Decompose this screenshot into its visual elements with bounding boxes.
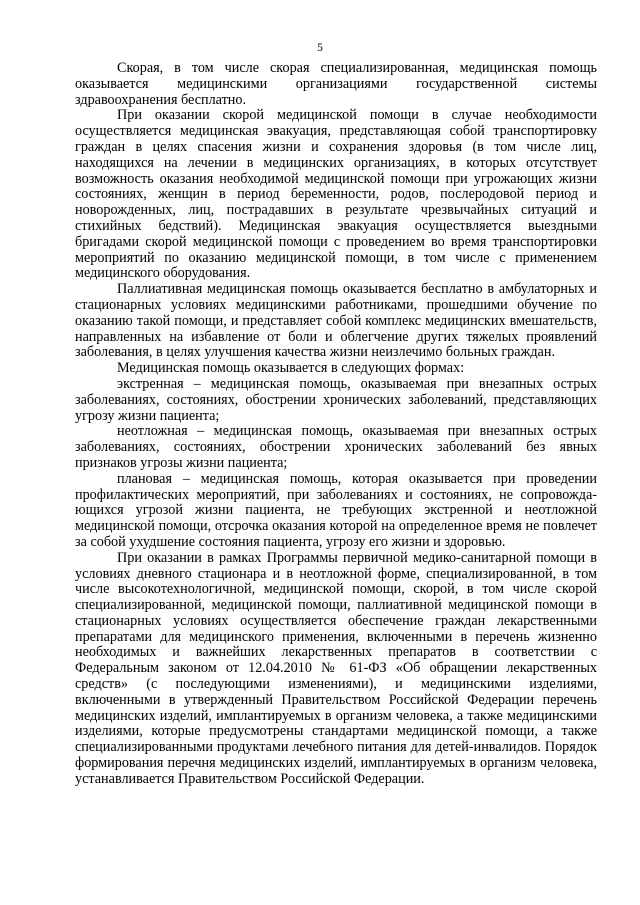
paragraph-emergency-care: Скорая, в том числе скорая специализированная, медицинская помощь оказывается медицинскими организациями государственной системы здравоохранения бесплатно. [75,60,597,108]
page-number: 5 [317,42,323,54]
paragraph-forms-intro: Медицинская помощь оказывается в следующих формах: [117,360,465,377]
paragraph-palliative-care: Паллиативная медицинская помощь оказывается бесплатно в амбулаторных и стационарных условиях медицинскими работниками, прошедшими обучение по оказанию такой помощи, и представляет собой комплекс медицинских вмешательств, направленных на избавление от боли и облегчение других тяжелых проявлений заболевания, в целях улучшения качества жизни неизлечимо больных граждан. [75,281,597,361]
document-body [75,61,597,788]
paragraph-medical-evacuation: При оказании скорой медицинской помощи в случае необходимости осуществляется медицинская эвакуация, представляющая собой транспортировку граждан в целях спасения жизни и сохранения здоровья (в том числе лиц, находящихся на лечении в медицинских организациях, в которых отсутствует возможность оказания необходимой медицинской помощи при угрожающих жизни состояниях, женщин в период беременности, родов, послеродовой период и новорожденных, лиц, пострадавших в результате чрезвычайных ситуаций и стихийных бедствий). Медицинская эвакуация осуществляется выездными бригадами скорой медицинской помощи с проведением во время транспортировки мероприятий по оказанию медицинской помощи, в том числе с применением медицинского оборудования. [75,107,597,282]
paragraph-form-urgent: неотложная – медицинская помощь, оказываемая при внезапных острых заболеваниях, состояниях, обострении хронических заболеваний без явных признаков угрозы жизни пациента; [75,423,597,471]
paragraph-form-emergency: экстренная – медицинская помощь, оказываемая при внезапных острых заболеваниях, состояниях, обострении хронических заболеваний, представляющих угрозу жизни пациента; [75,375,597,424]
paragraph-drug-provision: При оказании в рамках Программы первичной медико-санитарной помощи в условиях дневного стационара и в неотложной форме, специализированной, в том числе высокотехнологичной, медицинской помощи, скорой, в том числе скорой специализированной, медицинской помощи, паллиативной медицинской помощи в стационарных условиях осуществляется обеспечение граждан лекарственными препаратами для медицинского применения, включенными в перечень жизненно необходимых и важнейших лекарственных препаратов в соответствии с Федеральным законом от 12.04.2010 № 61-ФЗ «Об обращении лекарственных средств» (с последующими изменениями), и медицинскими изделиями, включенными в утвержденный Правительством Российской Федерации перечень медицинских изделий, имплантируемых в организм человека, а также медицинскими изделиями, которые предусмотрены стандартами медицинской помощи, а также специализированными продуктами лечебного питания для детей-инвалидов. Порядок формирования перечня медицинских изделий, имплантируемых в организм человека, устанавливается Правительством Российской Федерации. [75,549,597,787]
paragraph-form-planned: плановая – медицинская помощь, которая оказывается при проведении профилактических мероприятий, при заболеваниях и состояниях, не сопровождающихся угрозой жизни пациента, не требующих экстренной и неотложной медицинской помощи, отсрочка оказания которой на определенное время не повлечет за собой ухудшение состояния пациента, угрозу его жизни и здоровью. [75,470,597,550]
